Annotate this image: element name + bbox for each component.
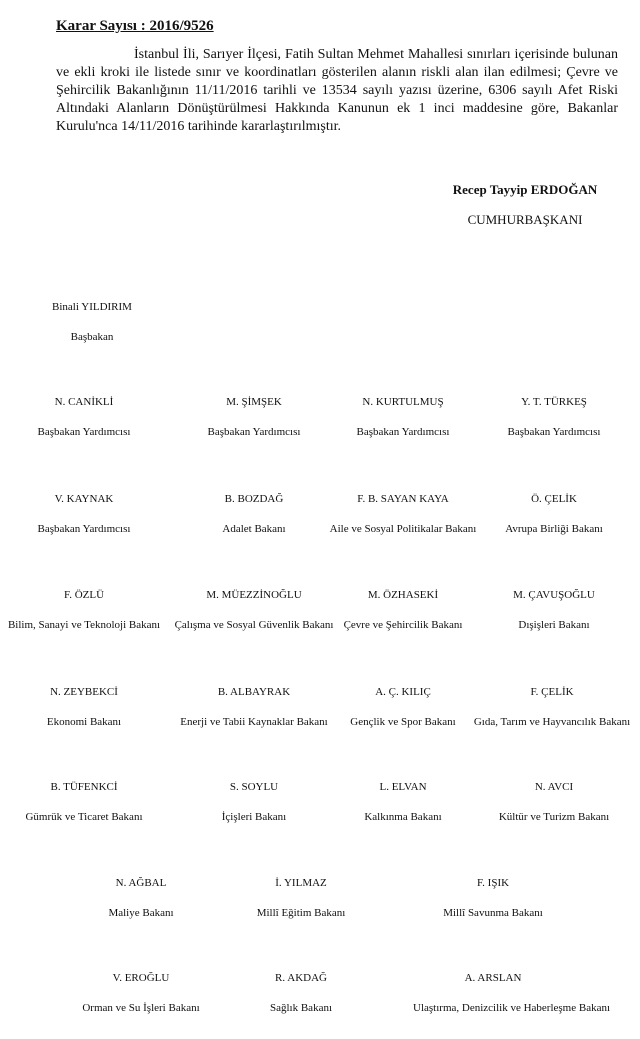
signatory-title: Enerji ve Tabii Kaynaklar Bakanı [180,716,328,728]
president-signature-block [420,182,630,228]
signatory-name: Binali YILDIRIM [52,301,132,313]
signatory-title: Başbakan [70,331,114,343]
signatory-title: Kalkınma Bakanı [364,811,442,823]
signatory-title: Bilim, Sanayi ve Teknoloji Bakanı [7,619,161,631]
minister-signature-block [413,972,611,1014]
signatory-name: N. KURTULMUŞ [362,396,444,408]
signatory-name: F. IŞIK [476,877,510,889]
signatory-title: Sağlık Bakanı [269,1002,333,1014]
minister-signature-block [323,493,483,535]
signatory-name: M. MÜEZZİNOĞLU [206,589,302,601]
signatory-title: Aile ve Sosyal Politikalar Bakanı [329,523,477,535]
signatory-name: B. TÜFENKCİ [50,781,118,793]
signatory-name: F. B. SAYAN KAYA [357,493,449,505]
decision-text: İstanbul İli, Sarıyer İlçesi, Fatih Sultan Mehmet Mahallesi sınırları içerisinde bulunan ve ekli kroki ile listede sınır ve koordinatları gösterilen alanın riskli alan ilan edilmesi; Çevre ve Şehircilik Bakanlığının 11/11/2016 tarihli ve 13534 sayılı yazısı üzerine, 6306 sayılı Afet Riski Altındaki Alanların Dönüştürülmesi Hakkında Kanunun ek 1 inci maddesine göre, Bakanlar Kurulu'nca 14/11/2016 tarihinde kararlaştırılmıştır. [56,47,618,134]
signatory-title: Başbakan Yardımcısı [356,426,450,438]
signatory-name: V. KAYNAK [54,493,114,505]
signatory-name: F. ÇELİK [530,686,574,698]
signatory-title: Kültür ve Turizm Bakanı [498,811,610,823]
signatory-name: İ. YILMAZ [275,877,327,889]
signatory-name: Ö. ÇELİK [531,493,577,505]
signatory-name: F. ÖZLÜ [63,589,105,601]
minister-signature-block [474,589,634,631]
signatory-title: Çalışma ve Sosyal Güvenlik Bakanı [174,619,334,631]
minister-signature-block [174,589,334,631]
minister-signature-block [61,972,221,1014]
signatory-title: CUMHURBAŞKANI [467,212,583,227]
signatory-name: M. ŞİMŞEK [226,396,282,408]
minister-signature-block [413,877,573,919]
signatory-name: R. AKDAĞ [275,972,327,984]
minister-signature-block [474,396,634,438]
prime-minister-signature-block [12,301,172,343]
signatory-name: B. ALBAYRAK [217,686,291,698]
minister-signature-block [174,781,334,823]
signatory-name: L. ELVAN [379,781,427,793]
signatory-title: Adalet Bakanı [222,523,286,535]
signatory-title: İçişleri Bakanı [221,811,287,823]
signatory-name: N. AĞBAL [115,877,167,889]
signatory-name: V. EROĞLU [112,972,170,984]
signatory-title: Gıda, Tarım ve Hayvancılık Bakanı [473,716,631,728]
signatory-title: Gümrük ve Ticaret Bakanı [25,811,143,823]
signatory-name: M. ÇAVUŞOĞLU [513,589,595,601]
signatory-title: Millî Eğitim Bakanı [256,907,346,919]
minister-signature-block [474,493,634,535]
signatory-name: Recep Tayyip ERDOĞAN [452,182,598,197]
signatory-name: A. ARSLAN [464,972,522,984]
minister-signature-block [4,589,164,631]
signatory-name: A. Ç. KILIÇ [375,686,431,698]
signatory-title: Çevre ve Şehircilik Bakanı [343,619,463,631]
signatory-title: Dışişleri Bakanı [518,619,590,631]
minister-signature-block [221,877,381,919]
signatory-name: Y. T. TÜRKEŞ [521,396,587,408]
decision-number-heading: Karar Sayısı : 2016/9526 [56,18,214,34]
minister-signature-block [323,686,483,728]
signatory-title: Başbakan Yardımcısı [207,426,301,438]
signatory-name: N. CANİKLİ [54,396,114,408]
minister-signature-block [4,686,164,728]
signatory-name: S. SOYLU [229,781,279,793]
signatory-title: Ekonomi Bakanı [46,716,122,728]
signatory-name: N. AVCI [534,781,574,793]
minister-signature-block [323,396,483,438]
signatory-title: Başbakan Yardımcısı [37,426,131,438]
signatory-title: Maliye Bakanı [108,907,174,919]
minister-signature-block [4,781,164,823]
signatory-title: Ulaştırma, Denizcilik ve Haberleşme Bakanı [413,1002,611,1014]
signatory-title: Başbakan Yardımcısı [37,523,131,535]
signatory-title: Gençlik ve Spor Bakanı [350,716,456,728]
signatory-name: N. ZEYBEKCİ [50,686,118,698]
minister-signature-block [174,396,334,438]
minister-signature-block [4,493,164,535]
signatory-name: B. BOZDAĞ [224,493,284,505]
minister-signature-block [61,877,221,919]
minister-signature-block [323,781,483,823]
signatory-name: M. ÖZHASEKİ [367,589,439,601]
minister-signature-block [174,686,334,728]
signatory-title: Millî Savunma Bakanı [443,907,543,919]
minister-signature-block [174,493,334,535]
minister-signature-block [474,781,634,823]
signatory-title: Avrupa Birliği Bakanı [505,523,603,535]
minister-signature-block [472,686,632,728]
minister-signature-block [221,972,381,1014]
signatory-title: Orman ve Su İşleri Bakanı [82,1002,200,1014]
minister-signature-block [4,396,164,438]
signatory-title: Başbakan Yardımcısı [507,426,601,438]
minister-signature-block [323,589,483,631]
